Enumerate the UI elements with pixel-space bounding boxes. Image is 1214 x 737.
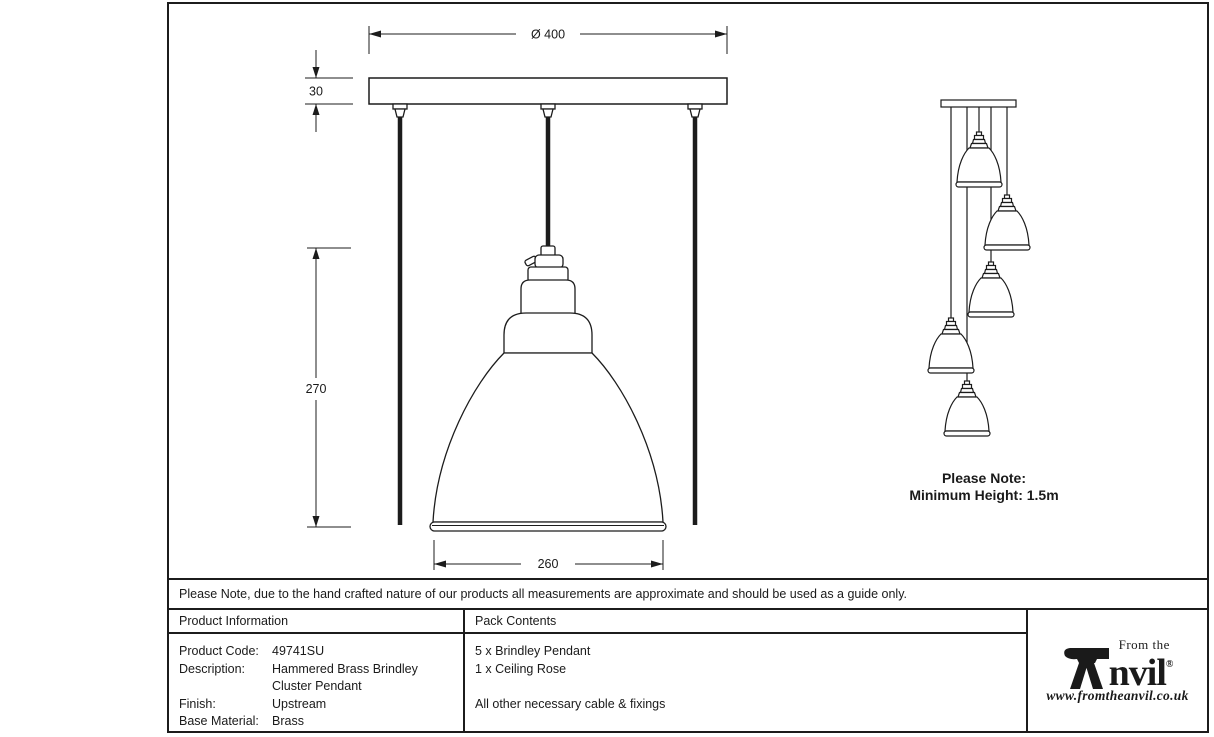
- cluster-note-line: Minimum Height: 1.5m: [909, 487, 1059, 503]
- dimension-pendant-drop: [306, 248, 351, 527]
- disclaimer-row: [169, 578, 1207, 610]
- pack-line: 1 x Ceiling Rose: [475, 661, 567, 676]
- from-the-anvil-logo: [1046, 637, 1188, 704]
- product-information-body: [169, 634, 465, 731]
- dim-label-shade-diameter: 260: [537, 557, 559, 571]
- logo-website-url: www.fromtheanvil.co.uk: [1046, 688, 1189, 703]
- dimension-rose-diameter: [369, 26, 727, 54]
- technical-drawing: [169, 4, 1207, 578]
- cord-grommet-right: [688, 104, 702, 117]
- cluster-note-title: Please Note:: [941, 470, 1027, 486]
- logo-anvil-word: nvil®: [1108, 652, 1174, 694]
- disclaimer-text: Please Note, due to the hand crafted nature of our products all measurements are approximate and should be used as a guide only.: [179, 587, 908, 601]
- pack-contents-header: Pack Contents: [465, 610, 1028, 634]
- product-information-header: Product Information: [169, 610, 465, 634]
- product-row: Description: Hammered Brass Brindley: [179, 661, 418, 676]
- pack-line: [475, 678, 1026, 696]
- cluster-illustration: [928, 100, 1030, 436]
- pack-contents-body: [465, 634, 1028, 731]
- cluster-ceiling-rose: [941, 100, 1016, 107]
- dimension-shade-diameter: [434, 540, 663, 571]
- brindley-pendant: [430, 246, 666, 531]
- logo-from-the: From the: [1118, 637, 1170, 652]
- registered-mark: ®: [1165, 659, 1174, 670]
- product-row: Cluster Pendant: [272, 679, 362, 693]
- pendant-shade: [433, 353, 663, 522]
- dim-label-rose-diameter: Ø 400: [530, 27, 566, 42]
- anvil-icon: [1062, 644, 1112, 691]
- product-row: Finish: Upstream: [179, 696, 327, 711]
- product-row: Product Code: 49741SU: [179, 644, 325, 658]
- pack-line: All other necessary cable & fixings: [475, 696, 666, 711]
- product-info-table: [169, 610, 1207, 731]
- dimension-rose-height: [305, 50, 353, 132]
- cluster-pendant-1: [956, 132, 1002, 187]
- dim-label-pendant-drop: 270: [305, 382, 327, 396]
- brand-logo-cell: [1028, 610, 1207, 731]
- cluster-pendant-3: [968, 262, 1014, 317]
- dim-label-rose-height: 30: [309, 84, 323, 99]
- drawing-sheet-frame: [167, 2, 1209, 733]
- ceiling-rose-plate: [369, 78, 727, 104]
- cord-grommet-center: [541, 104, 555, 117]
- cluster-pendant-5: [944, 381, 990, 436]
- product-row: Base Material: Brass: [179, 714, 304, 728]
- cord-grommet-left: [393, 104, 407, 117]
- pack-line: 5 x Brindley Pendant: [475, 644, 591, 658]
